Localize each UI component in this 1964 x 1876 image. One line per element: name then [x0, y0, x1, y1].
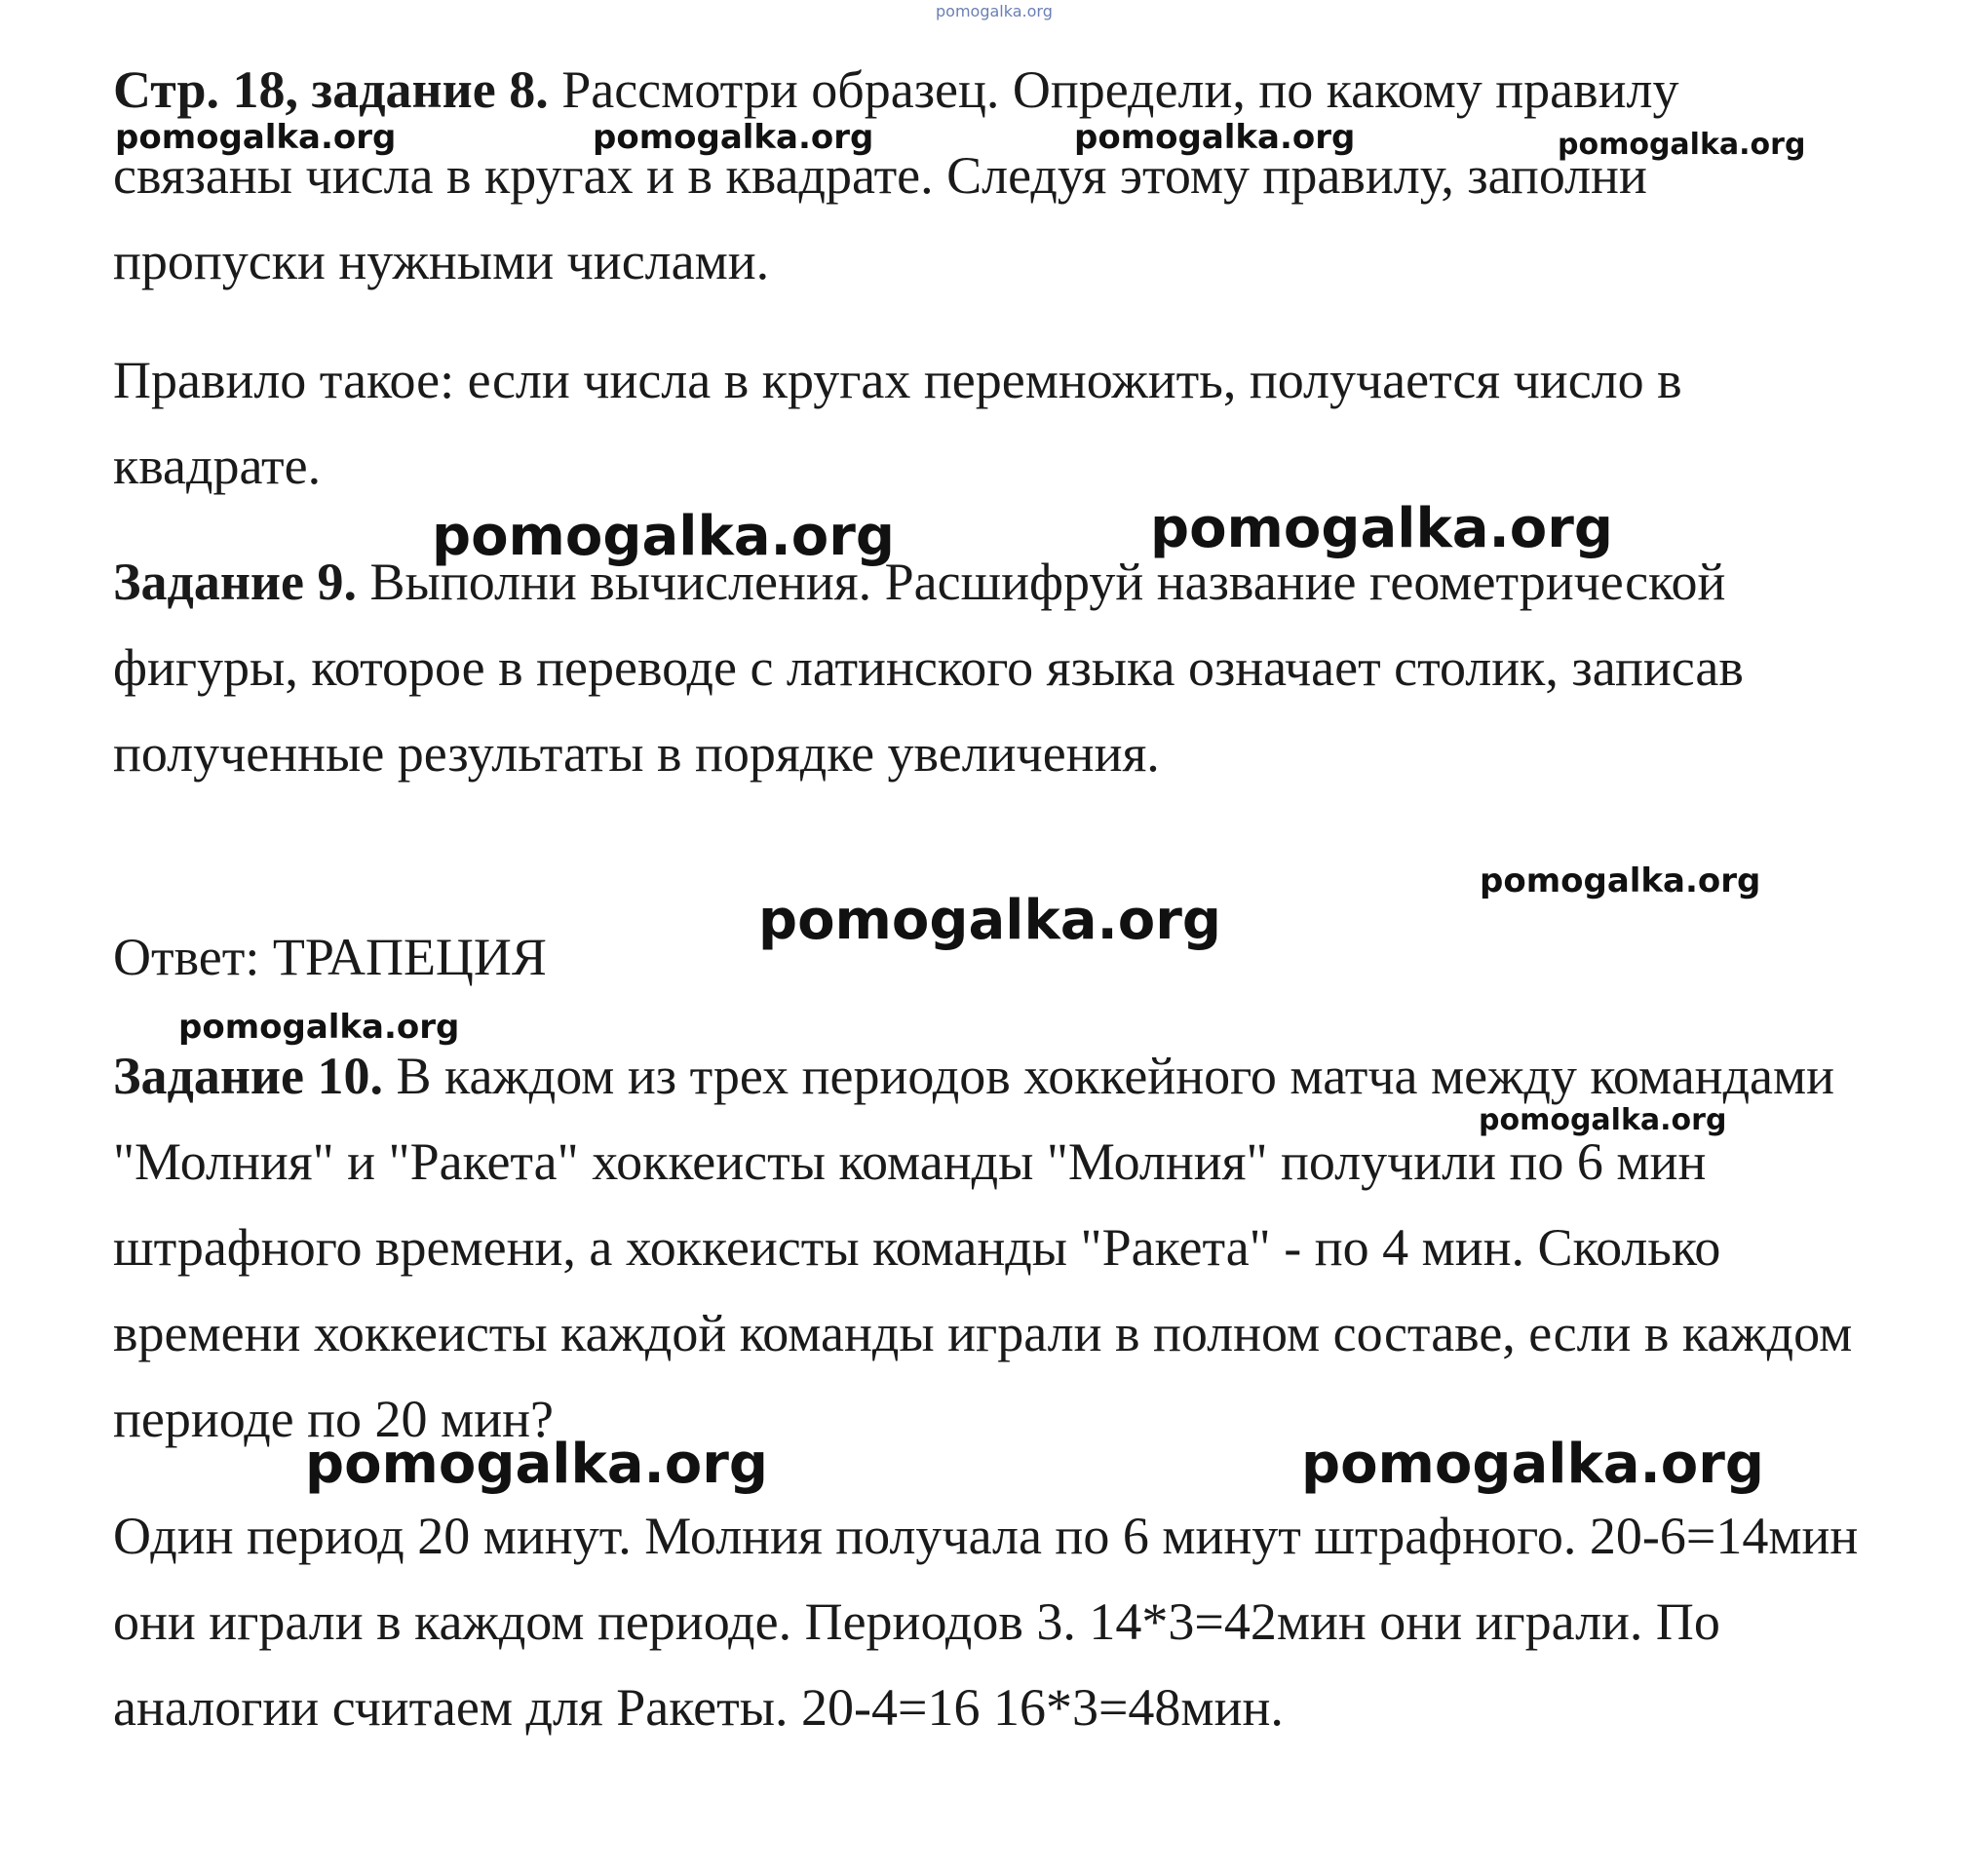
task-10-paragraph — [113, 1033, 1868, 1462]
answer-9-text: Ответ: ТРАПЕЦИЯ — [113, 928, 547, 986]
task-9-heading: Задание 9. — [113, 553, 358, 611]
solution-10-text: Один период 20 минут. Молния получала по 6 минут штрафного. 20-6=14мин они играли в каждом периоде. Периодов 3. 14*3=42мин они играли. По аналогии считаем для Ракеты. 20-4=16 16*3=48мин. — [113, 1507, 1859, 1737]
watermark-6: pomogalka.org — [1150, 497, 1613, 560]
task-8-paragraph — [113, 47, 1868, 304]
watermark-5: pomogalka.org — [432, 505, 895, 568]
watermark-9: pomogalka.org — [178, 1008, 460, 1047]
watermark-2: pomogalka.org — [593, 118, 874, 157]
task-8-text: Рассмотри образец. Определи, по какому правилу связаны числа в кругах и в квадрате. Следуя этому правилу, заполни пропуски нужными числами. — [113, 60, 1679, 290]
watermark-12: pomogalka.org — [1301, 1433, 1764, 1496]
watermark-1: pomogalka.org — [115, 118, 397, 157]
watermark-10: pomogalka.org — [1479, 1103, 1727, 1137]
rule-text: Правило такое: если числа в кругах перемножить, получается число в квадрате. — [113, 351, 1682, 495]
task-9-paragraph — [113, 539, 1868, 796]
watermark-11: pomogalka.org — [305, 1433, 768, 1496]
watermark-3: pomogalka.org — [1074, 118, 1356, 157]
task-10-text: В каждом из трех периодов хоккейного матча между командами "Молния" и "Ракета" хоккеисты команды "Молния" получили по 6 мин штрафного времени, а хоккеисты команды "Ракета" - по 4 мин. Сколько времени хоккеисты каждой команды играли в полном составе, если в каждом периоде по 20 мин? — [113, 1047, 1853, 1448]
solution-10-paragraph — [113, 1493, 1868, 1750]
watermark-4: pomogalka.org — [1558, 128, 1806, 162]
rule-paragraph — [113, 337, 1868, 509]
task-9-text: Выполни вычисления. Расшифруй название геометрической фигуры, которое в переводе с латинского языка означает столик, записав полученные результаты в порядке увеличения. — [113, 553, 1744, 783]
task-10-heading: Задание 10. — [113, 1047, 384, 1105]
watermark-8: pomogalka.org — [758, 889, 1221, 952]
watermark-7: pomogalka.org — [1480, 861, 1761, 900]
task-8-heading: Стр. 18, задание 8. — [113, 60, 549, 119]
watermark-top: pomogalka.org — [936, 2, 1053, 20]
